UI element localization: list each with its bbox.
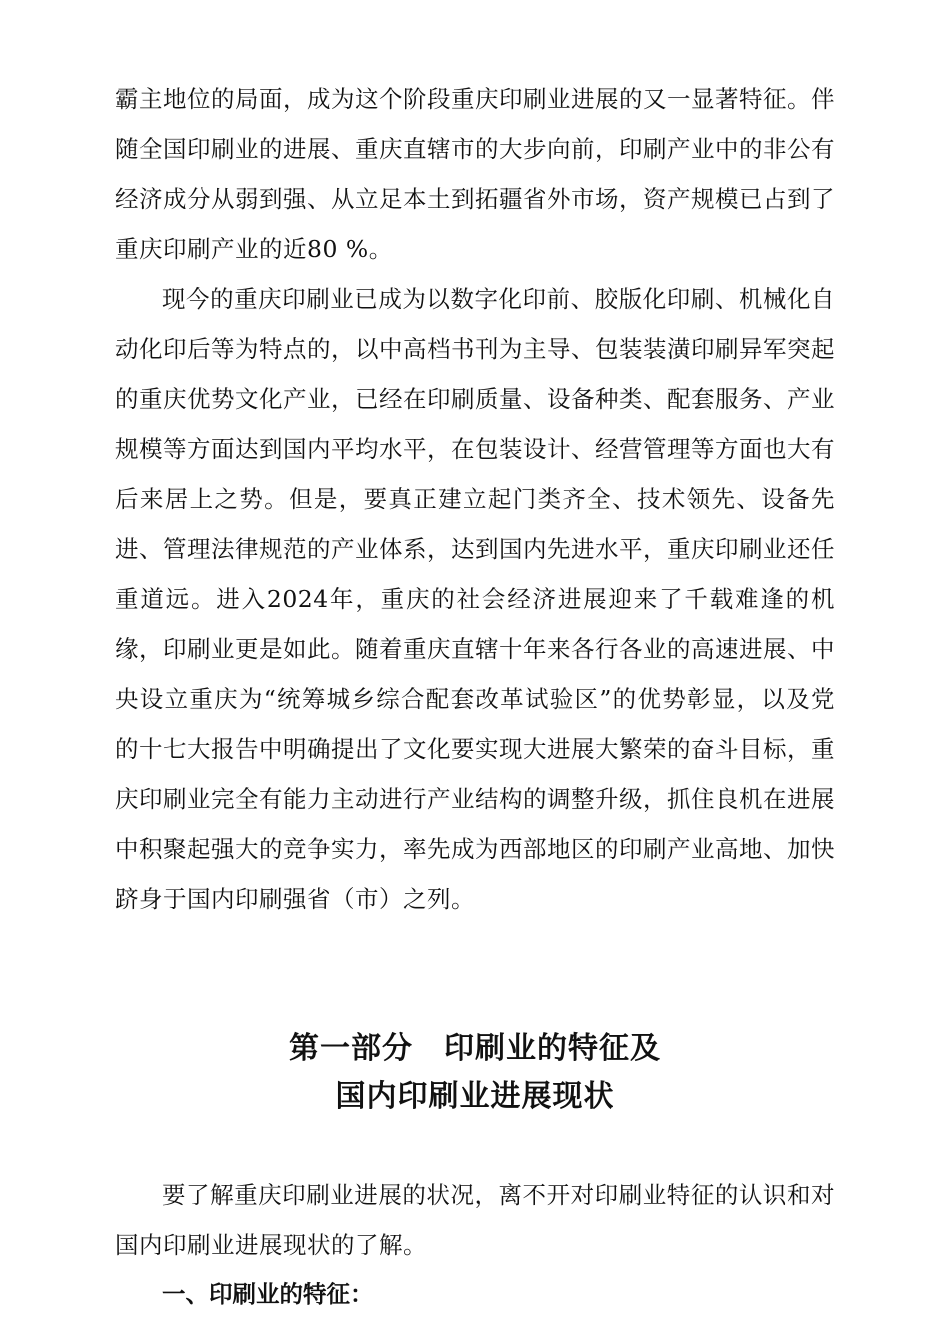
paragraph-industry-status: 现今的重庆印刷业已成为以数字化印前、胶版化印刷、机械化自动化印后等为特点的，以中高档书刊为主导、包装装潢印刷异军突起的重庆优势文化产业，已经在印刷质量、设备种类、配套服务、产业规模等方面达到国内平均水平，在包装设计、经营管理等方面也大有后来居上之势。但是，要真正建立起门类齐全、技术领先、设备先进、管理法律规范的产业体系，达到国内先进水平，重庆印刷业还任重道远。进入2024年，重庆的社会经济进展迎来了千载难逢的机缘，印刷业更是如此。随着重庆直辖十年来各行各业的高速进展、中央设立重庆为“统筹城乡综合配套改革试验区”的优势彰显，以及党的十七大报告中明确提出了文化要实现大进展大繁荣的奋斗目标，重庆印刷业完全有能力主动进行产业结构的调整升级，抓住良机在进展中积聚起强大的竞争实力，率先成为西部地区的印刷产业高地、加快跻身于国内印刷强省（市）之列。	[115, 285, 835, 913]
section-heading-line-2: 国内印刷业进展现状	[335, 1079, 615, 1114]
section-heading-line-1: 第一部分 印刷业的特征及	[289, 1031, 661, 1066]
paragraph-intro: 要了解重庆印刷业进展的状况，离不开对印刷业特征的认识和对国内印刷业进展现状的了解。	[115, 1181, 835, 1259]
paragraph-continuation: 霸主地位的局面，成为这个阶段重庆印刷业进展的又一显著特征。伴随全国印刷业的进展、重庆直辖市的大步向前，印刷产业中的非公有经济成分从弱到强、从立足本土到拓疆省外市场，资产规模已占到了重庆印刷产业的近80 %。	[115, 85, 835, 263]
subsection-heading: 一、印刷业的特征：	[162, 1280, 374, 1308]
